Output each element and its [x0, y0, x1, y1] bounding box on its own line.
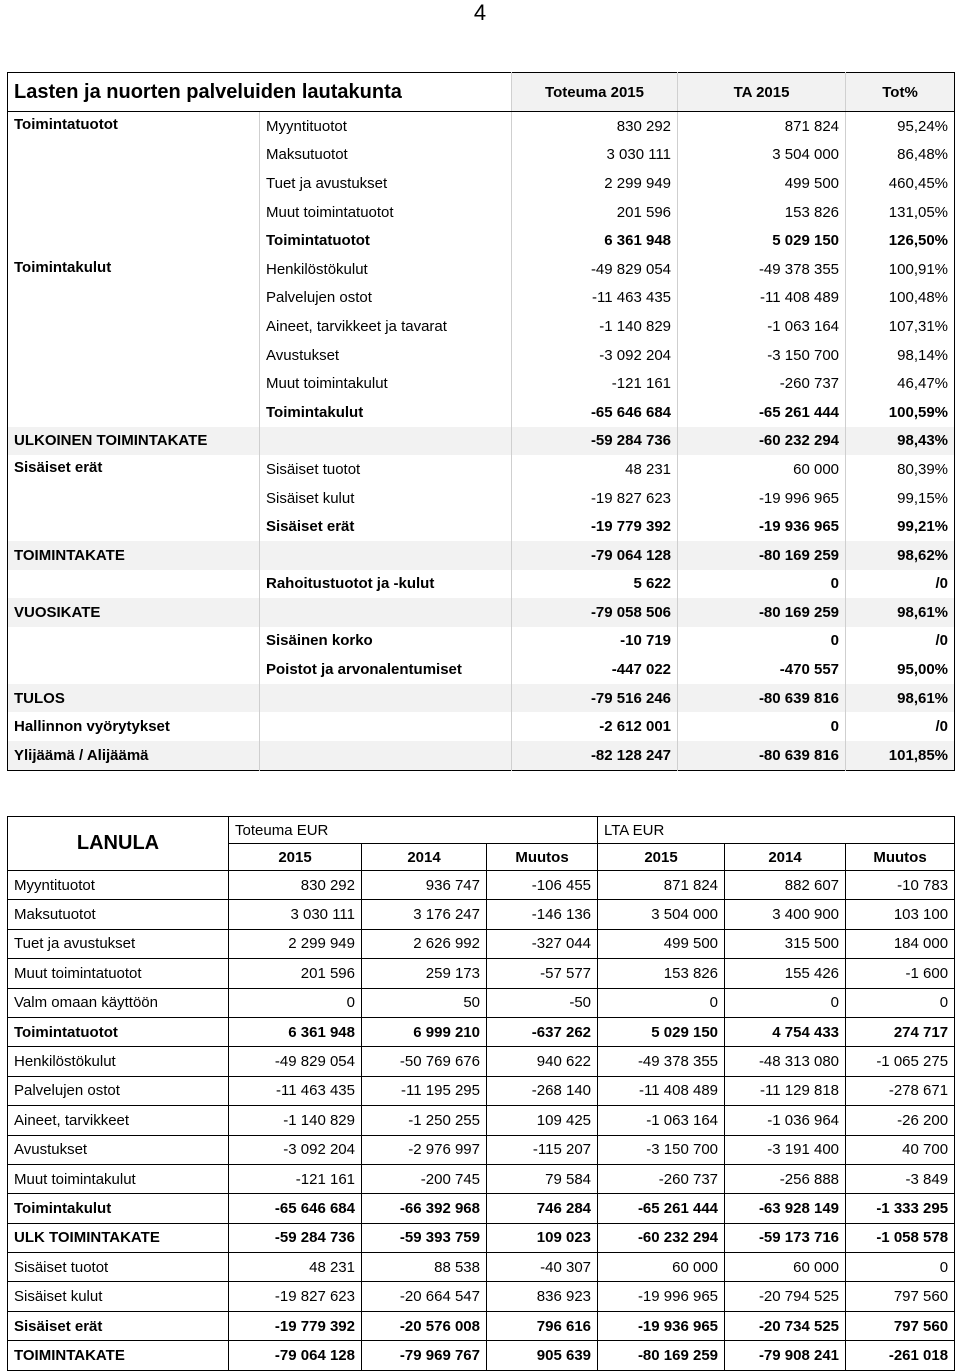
section-label	[8, 627, 260, 656]
column-header: 2015	[229, 844, 362, 871]
cell-value: -146 136	[487, 900, 598, 929]
table-row	[8, 655, 955, 684]
cell-value: 2 626 992	[362, 929, 487, 958]
cell-value: 3 504 000	[598, 900, 725, 929]
cell-value: -1 600	[846, 959, 955, 988]
item-label	[260, 684, 512, 713]
cell-value: -79 064 128	[229, 1341, 362, 1370]
cell-value: 201 596	[229, 959, 362, 988]
cell-value: -1 333 295	[846, 1194, 955, 1223]
cell-value: -50	[487, 988, 598, 1017]
value-toteuma: -79 058 506	[512, 598, 678, 627]
cell-value: -65 646 684	[229, 1194, 362, 1223]
table-row	[8, 541, 955, 570]
cell-value: 6 999 210	[362, 1017, 487, 1046]
value-tot-pct: 86,48%	[846, 141, 955, 170]
item-label: Myyntituotot	[260, 112, 512, 141]
cell-value: 499 500	[598, 929, 725, 958]
cell-value: -327 044	[487, 929, 598, 958]
cell-value: -3 150 700	[598, 1135, 725, 1164]
row-label: Toimintatuotot	[8, 1017, 229, 1046]
value-toteuma: 48 231	[512, 455, 678, 484]
value-toteuma: -10 719	[512, 627, 678, 656]
item-label: Muut toimintatuotot	[260, 198, 512, 227]
cell-value: -1 250 255	[362, 1106, 487, 1135]
value-tot-pct: 98,61%	[846, 684, 955, 713]
cell-value: -59 393 759	[362, 1223, 487, 1252]
table-row	[8, 900, 955, 929]
row-label: TOIMINTAKATE	[8, 1341, 229, 1370]
table-row	[8, 1135, 955, 1164]
column-header: 2014	[362, 844, 487, 871]
budget-summary-table	[7, 72, 955, 771]
cell-value: 3 176 247	[362, 900, 487, 929]
cell-value: -57 577	[487, 959, 598, 988]
cell-value: 882 607	[725, 871, 846, 900]
item-label: Toimintakulut	[260, 398, 512, 427]
row-label: Toimintakulut	[8, 1194, 229, 1223]
table-row	[8, 1164, 955, 1193]
value-ta: -1 063 164	[678, 312, 846, 341]
value-tot-pct: 99,21%	[846, 512, 955, 541]
section-label: Sisäiset erät	[14, 459, 103, 477]
cell-value: -200 745	[362, 1164, 487, 1193]
value-toteuma: -79 516 246	[512, 684, 678, 713]
cell-value: -59 173 716	[725, 1223, 846, 1252]
cell-value: -1 065 275	[846, 1047, 955, 1076]
value-tot-pct: 100,91%	[846, 255, 955, 284]
cell-value: 830 292	[229, 871, 362, 900]
cell-value: 259 173	[362, 959, 487, 988]
cell-value: -11 129 818	[725, 1076, 846, 1105]
cell-value: 109 023	[487, 1223, 598, 1252]
column-header-ta: TA 2015	[678, 73, 846, 112]
item-label	[260, 427, 512, 456]
cell-value: -26 200	[846, 1106, 955, 1135]
cell-value: -1 140 829	[229, 1106, 362, 1135]
item-label: Tuet ja avustukset	[260, 169, 512, 198]
value-tot-pct: /0	[846, 627, 955, 656]
lanula-comparison-table	[7, 816, 955, 1371]
cell-value: 274 717	[846, 1017, 955, 1046]
value-toteuma: -447 022	[512, 655, 678, 684]
table-row	[8, 570, 955, 599]
table-row	[8, 929, 955, 958]
cell-value: 315 500	[725, 929, 846, 958]
cell-value: -19 936 965	[598, 1311, 725, 1340]
item-label: Poistot ja arvonalentumiset	[260, 655, 512, 684]
column-header: Muutos	[487, 844, 598, 871]
table-row	[8, 1282, 955, 1311]
cell-value: 0	[229, 988, 362, 1017]
cell-value: -11 408 489	[598, 1076, 725, 1105]
cell-value: -20 664 547	[362, 1282, 487, 1311]
section-label: Ylijäämä / Alijäämä	[8, 741, 260, 770]
cell-value: 871 824	[598, 871, 725, 900]
page-number: 4	[473, 0, 487, 25]
item-label: Henkilöstökulut	[260, 255, 512, 284]
value-ta: 871 824	[678, 112, 846, 141]
value-tot-pct: 107,31%	[846, 312, 955, 341]
group-header-lta: LTA EUR	[598, 817, 955, 844]
item-label	[260, 741, 512, 770]
cell-value: -65 261 444	[598, 1194, 725, 1223]
value-ta: -60 232 294	[678, 427, 846, 456]
value-tot-pct: 126,50%	[846, 226, 955, 255]
cell-value: 905 639	[487, 1341, 598, 1370]
value-ta: -65 261 444	[678, 398, 846, 427]
cell-value: -11 463 435	[229, 1076, 362, 1105]
value-ta: -80 639 816	[678, 684, 846, 713]
cell-value: -121 161	[229, 1164, 362, 1193]
cell-value: -1 058 578	[846, 1223, 955, 1252]
cell-value: -40 307	[487, 1253, 598, 1282]
cell-value: -50 769 676	[362, 1047, 487, 1076]
item-label: Maksutuotot	[260, 141, 512, 170]
value-tot-pct: 98,43%	[846, 427, 955, 456]
table-row	[8, 1341, 955, 1370]
cell-value: 109 425	[487, 1106, 598, 1135]
cell-value: -637 262	[487, 1017, 598, 1046]
value-tot-pct: 100,48%	[846, 284, 955, 313]
cell-value: -11 195 295	[362, 1076, 487, 1105]
value-tot-pct: 100,59%	[846, 398, 955, 427]
cell-value: -3 191 400	[725, 1135, 846, 1164]
cell-value: -60 232 294	[598, 1223, 725, 1252]
table-row	[8, 1017, 955, 1046]
item-label: Rahoitustuotot ja -kulut	[260, 570, 512, 599]
row-label: Palvelujen ostot	[8, 1076, 229, 1105]
value-ta: -260 737	[678, 369, 846, 398]
cell-value: 153 826	[598, 959, 725, 988]
cell-value: -49 378 355	[598, 1047, 725, 1076]
row-label: Myyntituotot	[8, 871, 229, 900]
table-row	[8, 871, 955, 900]
table-row	[8, 988, 955, 1017]
cell-value: 796 616	[487, 1311, 598, 1340]
section-label: TOIMINTAKATE	[8, 541, 260, 570]
cell-value: -261 018	[846, 1341, 955, 1370]
value-ta: 0	[678, 712, 846, 741]
section-label	[8, 655, 260, 684]
cell-value: -10 783	[846, 871, 955, 900]
value-toteuma: -121 161	[512, 369, 678, 398]
cell-value: 60 000	[725, 1253, 846, 1282]
cell-value: -66 392 968	[362, 1194, 487, 1223]
value-toteuma: -19 827 623	[512, 484, 678, 513]
value-tot-pct: 95,00%	[846, 655, 955, 684]
cell-value: -3 092 204	[229, 1135, 362, 1164]
value-ta: 5 029 150	[678, 226, 846, 255]
value-toteuma: 5 622	[512, 570, 678, 599]
table-row	[8, 1311, 955, 1340]
cell-value: -3 849	[846, 1164, 955, 1193]
row-label: Maksutuotot	[8, 900, 229, 929]
cell-value: 60 000	[598, 1253, 725, 1282]
table-row	[8, 959, 955, 988]
cell-value: 6 361 948	[229, 1017, 362, 1046]
table-row	[8, 455, 955, 484]
cell-value: -80 169 259	[598, 1341, 725, 1370]
row-label: Tuet ja avustukset	[8, 929, 229, 958]
table-row	[8, 427, 955, 456]
cell-value: 940 622	[487, 1047, 598, 1076]
value-ta: -470 557	[678, 655, 846, 684]
value-ta: -49 378 355	[678, 255, 846, 284]
cell-value: -1 063 164	[598, 1106, 725, 1135]
value-tot-pct: 98,14%	[846, 341, 955, 370]
cell-value: 48 231	[229, 1253, 362, 1282]
value-tot-pct: 460,45%	[846, 169, 955, 198]
table-row	[8, 684, 955, 713]
cell-value: 155 426	[725, 959, 846, 988]
value-tot-pct: 80,39%	[846, 455, 955, 484]
cell-value: -63 928 149	[725, 1194, 846, 1223]
group-header-toteuma: Toteuma EUR	[229, 817, 598, 844]
cell-value: -106 455	[487, 871, 598, 900]
value-toteuma: -1 140 829	[512, 312, 678, 341]
value-toteuma: 6 361 948	[512, 226, 678, 255]
cell-value: 88 538	[362, 1253, 487, 1282]
cell-value: 936 747	[362, 871, 487, 900]
cell-value: -20 576 008	[362, 1311, 487, 1340]
row-label: ULK TOIMINTAKATE	[8, 1223, 229, 1252]
value-toteuma: -11 463 435	[512, 284, 678, 313]
cell-value: 836 923	[487, 1282, 598, 1311]
row-label: Aineet, tarvikkeet	[8, 1106, 229, 1135]
table-row	[8, 255, 955, 284]
row-label: Sisäiset erät	[8, 1311, 229, 1340]
table-row	[8, 1076, 955, 1105]
item-label: Sisäinen korko	[260, 627, 512, 656]
cell-value: -115 207	[487, 1135, 598, 1164]
row-label: Muut toimintakulut	[8, 1164, 229, 1193]
column-header-toteuma: Toteuma 2015	[512, 73, 678, 112]
value-ta: 0	[678, 570, 846, 599]
cell-value: -79 969 767	[362, 1341, 487, 1370]
cell-value: 3 030 111	[229, 900, 362, 929]
value-toteuma: -82 128 247	[512, 741, 678, 770]
value-toteuma: -19 779 392	[512, 512, 678, 541]
value-tot-pct: 101,85%	[846, 741, 955, 770]
cell-value: -278 671	[846, 1076, 955, 1105]
table-header-row	[8, 817, 955, 844]
column-header: 2014	[725, 844, 846, 871]
value-tot-pct: 46,47%	[846, 369, 955, 398]
value-ta: -80 169 259	[678, 598, 846, 627]
table-row	[8, 598, 955, 627]
value-toteuma: 830 292	[512, 112, 678, 141]
item-label: Avustukset	[260, 341, 512, 370]
item-label: Sisäiset tuotot	[260, 455, 512, 484]
value-ta: 499 500	[678, 169, 846, 198]
value-tot-pct: 95,24%	[846, 112, 955, 141]
item-label: Muut toimintakulut	[260, 369, 512, 398]
cell-value: -49 829 054	[229, 1047, 362, 1076]
row-label: Henkilöstökulut	[8, 1047, 229, 1076]
item-label: Toimintatuotot	[260, 226, 512, 255]
value-tot-pct: /0	[846, 712, 955, 741]
value-ta: -11 408 489	[678, 284, 846, 313]
row-label: Muut toimintatuotot	[8, 959, 229, 988]
cell-value: -2 976 997	[362, 1135, 487, 1164]
column-header: Muutos	[846, 844, 955, 871]
cell-value: -20 794 525	[725, 1282, 846, 1311]
table-row	[8, 741, 955, 770]
value-ta: 153 826	[678, 198, 846, 227]
value-ta: -19 996 965	[678, 484, 846, 513]
row-label: Valm omaan käyttöön	[8, 988, 229, 1017]
value-tot-pct: 98,61%	[846, 598, 955, 627]
value-ta: 3 504 000	[678, 141, 846, 170]
column-header-tot-pct: Tot%	[846, 73, 955, 112]
cell-value: -1 036 964	[725, 1106, 846, 1135]
value-ta: -80 639 816	[678, 741, 846, 770]
item-label	[260, 712, 512, 741]
column-header: 2015	[598, 844, 725, 871]
cell-value: -19 779 392	[229, 1311, 362, 1340]
section-label: Hallinnon vyörytykset	[14, 718, 170, 736]
row-label: Sisäiset kulut	[8, 1282, 229, 1311]
value-toteuma: -3 092 204	[512, 341, 678, 370]
value-toteuma: -2 612 001	[512, 712, 678, 741]
value-toteuma: 3 030 111	[512, 141, 678, 170]
cell-value: -48 313 080	[725, 1047, 846, 1076]
cell-value: 103 100	[846, 900, 955, 929]
cell-value: 4 754 433	[725, 1017, 846, 1046]
cell-value: 0	[846, 988, 955, 1017]
value-ta: -19 936 965	[678, 512, 846, 541]
value-tot-pct: 98,62%	[846, 541, 955, 570]
table-row	[8, 712, 955, 741]
section-label: VUOSIKATE	[8, 598, 260, 627]
cell-value: 79 584	[487, 1164, 598, 1193]
cell-value: 50	[362, 988, 487, 1017]
section-label: ULKOINEN TOIMINTAKATE	[8, 427, 260, 456]
item-label: Sisäiset kulut	[260, 484, 512, 513]
table-row	[8, 627, 955, 656]
value-toteuma: -79 064 128	[512, 541, 678, 570]
table-title: Lasten ja nuorten palveluiden lautakunta	[8, 73, 512, 112]
table-row	[8, 112, 955, 141]
value-ta: 0	[678, 627, 846, 656]
value-tot-pct: 131,05%	[846, 198, 955, 227]
value-ta: -80 169 259	[678, 541, 846, 570]
table-title: LANULA	[8, 817, 229, 871]
cell-value: -79 908 241	[725, 1341, 846, 1370]
cell-value: 0	[598, 988, 725, 1017]
section-label: Toimintatuotot	[14, 116, 118, 133]
value-toteuma: -65 646 684	[512, 398, 678, 427]
value-tot-pct: /0	[846, 570, 955, 599]
value-ta: -3 150 700	[678, 341, 846, 370]
value-toteuma: 201 596	[512, 198, 678, 227]
cell-value: 5 029 150	[598, 1017, 725, 1046]
section-label	[8, 570, 260, 599]
table-row	[8, 1194, 955, 1223]
cell-value: -260 737	[598, 1164, 725, 1193]
cell-value: 3 400 900	[725, 900, 846, 929]
row-label: Avustukset	[8, 1135, 229, 1164]
table-row	[8, 1223, 955, 1252]
cell-value: -59 284 736	[229, 1223, 362, 1252]
cell-value: -256 888	[725, 1164, 846, 1193]
cell-value: 0	[846, 1253, 955, 1282]
item-label	[260, 541, 512, 570]
table-row	[8, 1253, 955, 1282]
table-header-row	[8, 73, 955, 112]
item-label: Palvelujen ostot	[260, 284, 512, 313]
row-label: Sisäiset tuotot	[8, 1253, 229, 1282]
cell-value: 2 299 949	[229, 929, 362, 958]
value-toteuma: 2 299 949	[512, 169, 678, 198]
cell-value: -268 140	[487, 1076, 598, 1105]
item-label	[260, 598, 512, 627]
value-toteuma: -59 284 736	[512, 427, 678, 456]
item-label: Sisäiset erät	[260, 512, 512, 541]
value-tot-pct: 99,15%	[846, 484, 955, 513]
item-label: Aineet, tarvikkeet ja tavarat	[260, 312, 512, 341]
cell-value: 746 284	[487, 1194, 598, 1223]
table-row	[8, 1047, 955, 1076]
cell-value: 797 560	[846, 1311, 955, 1340]
cell-value: -20 734 525	[725, 1311, 846, 1340]
cell-value: 0	[725, 988, 846, 1017]
value-toteuma: -49 829 054	[512, 255, 678, 284]
table-row	[8, 1106, 955, 1135]
cell-value: 797 560	[846, 1282, 955, 1311]
section-label: Toimintakulut	[14, 258, 112, 276]
section-label: TULOS	[8, 684, 260, 713]
cell-value: 40 700	[846, 1135, 955, 1164]
cell-value: -19 996 965	[598, 1282, 725, 1311]
cell-value: -19 827 623	[229, 1282, 362, 1311]
cell-value: 184 000	[846, 929, 955, 958]
value-ta: 60 000	[678, 455, 846, 484]
